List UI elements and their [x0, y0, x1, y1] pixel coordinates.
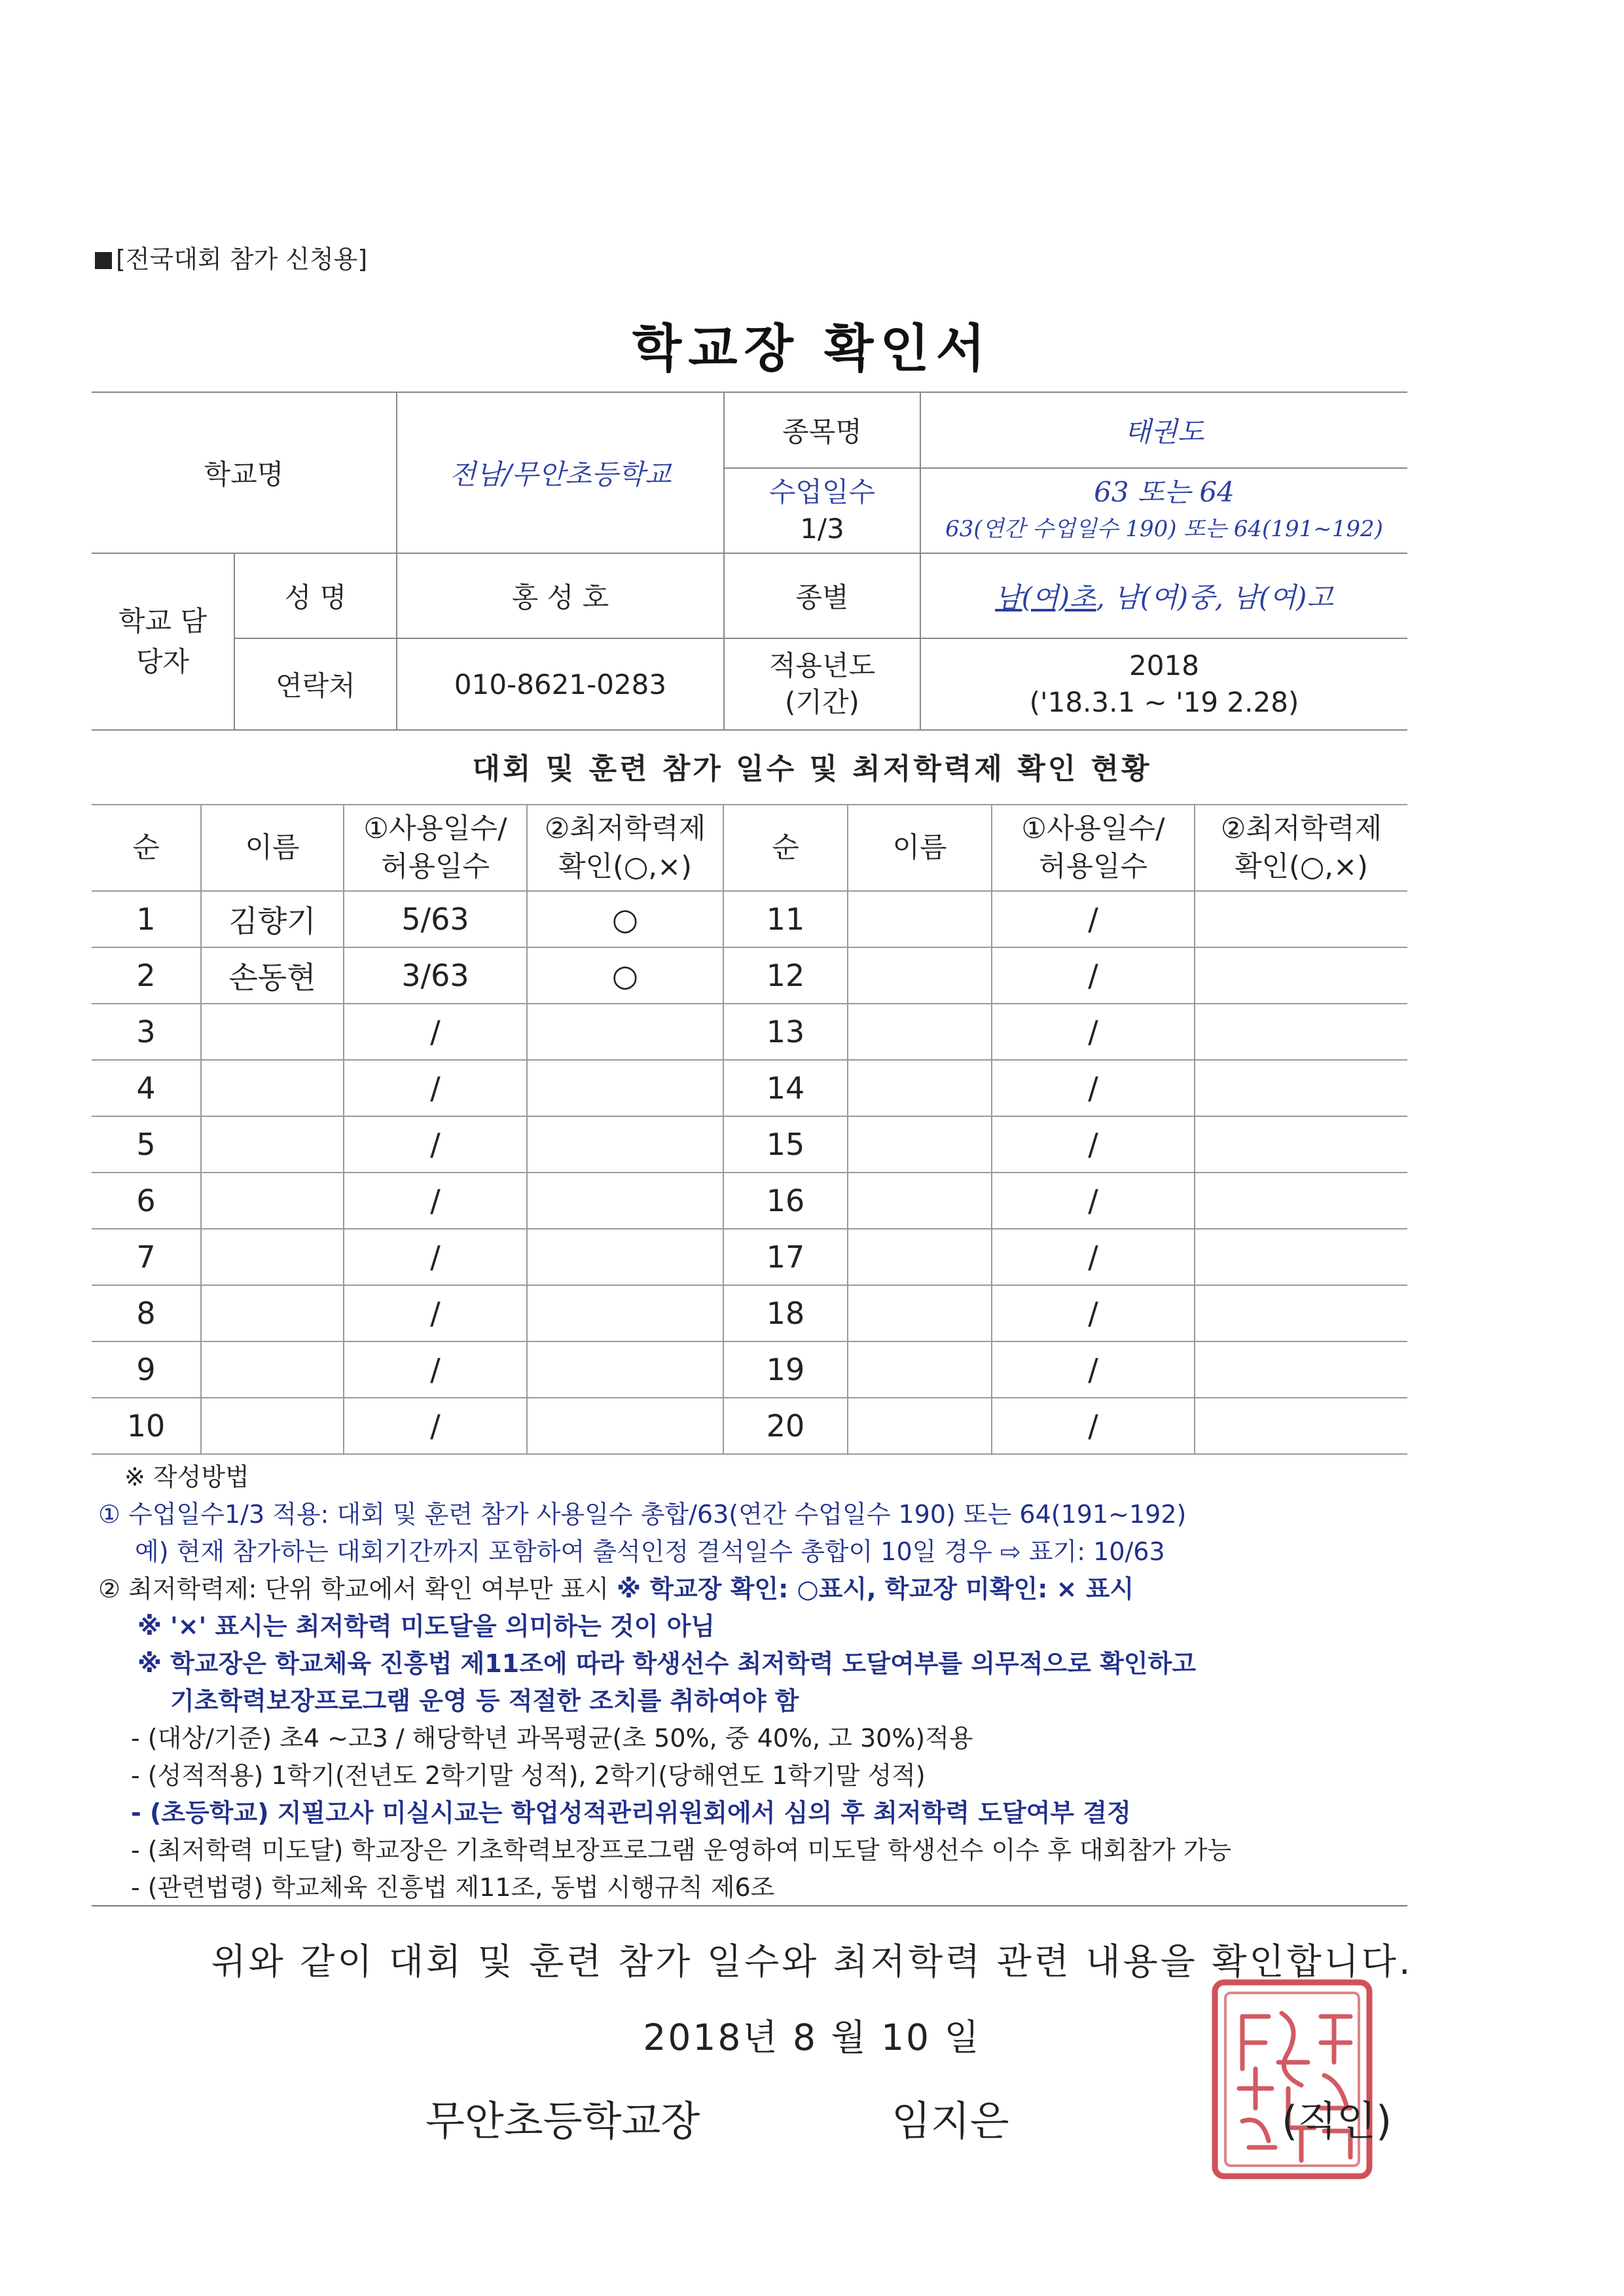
row-check [527, 1398, 723, 1454]
square-bullet-icon [95, 252, 112, 269]
confirmation-statement: 위와 같이 대회 및 훈련 참가 일수와 최저학력 관련 내용을 확인합니다. [211, 1941, 1413, 1982]
manager-label: 학교 담당자 [92, 553, 234, 730]
col-check-header-2 [1195, 805, 1407, 891]
row-name [201, 1229, 344, 1285]
row-name [201, 1173, 344, 1229]
class-days-value-line1: 63 또는 64 [1094, 476, 1235, 508]
table-row [92, 1004, 1407, 1060]
participation-status-title: 대회 및 훈련 참가 일수 및 최저학력제 확인 현황 [472, 752, 1152, 786]
table-header-row [92, 805, 1407, 891]
type-value-rest: , 남(여)중, 남(여)고 [1096, 581, 1333, 613]
document-title: 학교장 확인서 [632, 319, 992, 378]
instruction-line: - (대상/기준) 초4 ~고3 / 해당학년 과목평균(초 50%, 중 40%, 고 30%)적용 [131, 1724, 973, 1753]
row-days-2: / [992, 1229, 1195, 1285]
instruction-line: ※ 학교장은 학교체육 진흥법 제11조에 따라 학생선수 최저학력 도달여부를 의무적으로 확인하고 [137, 1649, 1197, 1678]
table-row [92, 891, 1407, 947]
seal-label: (직인) [1282, 2097, 1392, 2145]
row-name-2 [848, 891, 992, 947]
row-check [527, 1004, 723, 1060]
instruction-line: ① 수업일수1/3 적용: 대회 및 훈련 참가 사용일수 총합/63(연간 수업일수 190) 또는 64(191~192) [98, 1500, 1187, 1529]
row-name-2 [848, 1060, 992, 1116]
row-num-2: 11 [723, 891, 848, 947]
row-num: 2 [92, 947, 201, 1004]
col-num-header: 순 [92, 805, 201, 891]
row-days: / [344, 1285, 527, 1341]
row-num: 1 [92, 891, 201, 947]
row-num: 8 [92, 1285, 201, 1341]
row-days: 5/63 [344, 891, 527, 947]
year-label [724, 638, 920, 730]
row-days: / [344, 1116, 527, 1173]
school-name-value: 전남/무안초등학교 [397, 392, 724, 553]
table-row [92, 947, 1407, 1004]
row-name-2 [848, 1285, 992, 1341]
row-days-2: / [992, 947, 1195, 1004]
row-name [201, 1285, 344, 1341]
row-name [201, 1004, 344, 1060]
form-type-tag [95, 239, 367, 275]
contact-value: 010-8621-0283 [397, 638, 724, 730]
row-days-2: / [992, 891, 1195, 947]
col-check-header-line2: 확인(○,×) [558, 850, 692, 883]
row-check-2 [1195, 1341, 1407, 1398]
year-label-line1: 적용년도 [768, 649, 876, 682]
school-name-label: 학교명 [92, 392, 397, 553]
row-check-2 [1195, 891, 1407, 947]
official-seal-stamp [1210, 1977, 1375, 2181]
table-row [92, 1229, 1407, 1285]
row-check-2 [1195, 1398, 1407, 1454]
year-label-line2: (기간) [785, 686, 859, 718]
row-check [527, 1341, 723, 1398]
row-name-2 [848, 947, 992, 1004]
row-num-2: 16 [723, 1173, 848, 1229]
year-value-line2: ('18.3.1 ~ '19 2.28) [1029, 686, 1299, 718]
class-days-label-line1: 수업일수 [768, 476, 876, 508]
year-value-line1: 2018 [1129, 649, 1199, 682]
instruction-line: 예) 현재 참가하는 대회기간까지 포함하여 출석인정 결석일수 총합이 10일 경우 ⇨ 표기: 10/63 [135, 1537, 1165, 1566]
row-days: / [344, 1004, 527, 1060]
table-row [92, 1285, 1407, 1341]
row-num: 5 [92, 1116, 201, 1173]
col-days-header-line2: 허용일수 [380, 850, 490, 883]
row-num-2: 18 [723, 1285, 848, 1341]
row-days-2: / [992, 1116, 1195, 1173]
row-days-2: / [992, 1341, 1195, 1398]
instructions-heading: ※ 작성방법 [124, 1463, 249, 1491]
table-row [92, 1341, 1407, 1398]
row-check-2 [1195, 1229, 1407, 1285]
row-check-2 [1195, 1060, 1407, 1116]
row-check-2 [1195, 947, 1407, 1004]
instruction-line: - (최저학력 미도달) 학교장은 기초학력보장프로그램 운영하여 미도달 학생선수 이수 후 대회참가 가능 [131, 1836, 1232, 1865]
row-check: ○ [527, 891, 723, 947]
col-days-header-line1: ①사용일수/ [363, 812, 507, 845]
row-name-2 [848, 1004, 992, 1060]
row-name-2 [848, 1116, 992, 1173]
col-check-header-line1: ②최저학력제 [544, 812, 706, 845]
row-check [527, 1060, 723, 1116]
row-name-2 [848, 1173, 992, 1229]
row-days: 3/63 [344, 947, 527, 1004]
row-name [201, 1060, 344, 1116]
col-name-header: 이름 [201, 805, 344, 891]
row-days: / [344, 1173, 527, 1229]
row-days-2: / [992, 1398, 1195, 1454]
col-num-header-2: 순 [723, 805, 848, 891]
row-num: 4 [92, 1060, 201, 1116]
row-days-2: / [992, 1060, 1195, 1116]
col-days-header-2-line1: ①사용일수/ [1021, 812, 1165, 845]
row-num: 6 [92, 1173, 201, 1229]
row-check [527, 1173, 723, 1229]
col-days-header [344, 805, 527, 891]
instruction-line: 기초학력보장프로그램 운영 등 적절한 조치를 취하여야 함 [170, 1686, 799, 1715]
instructions-section [98, 1459, 1414, 1906]
row-check [527, 1116, 723, 1173]
row-check-2 [1195, 1285, 1407, 1341]
row-num: 9 [92, 1341, 201, 1398]
class-days-label [724, 468, 920, 553]
row-days-2: / [992, 1004, 1195, 1060]
name-value: 홍 성 호 [397, 553, 724, 638]
row-days: / [344, 1398, 527, 1454]
principal-name: 임지은 [892, 2097, 1009, 2145]
type-value-selected: 남(여)초 [995, 581, 1096, 613]
row-check [527, 1229, 723, 1285]
row-check-2 [1195, 1173, 1407, 1229]
row-num: 10 [92, 1398, 201, 1454]
row-name [201, 1116, 344, 1173]
table-row [92, 1173, 1407, 1229]
form-type-text: [전국대회 참가 신청용] [116, 245, 368, 274]
section-divider [92, 1905, 1407, 1906]
type-value [920, 553, 1407, 638]
contact-label: 연락처 [234, 638, 397, 730]
col-check-header-2-line2: 확인(○,×) [1235, 850, 1368, 883]
school-info-table [92, 392, 1407, 731]
instruction-line [98, 1571, 1414, 1608]
row-check-2 [1195, 1004, 1407, 1060]
col-check-header-2-line1: ②최저학력제 [1220, 812, 1382, 845]
participation-table [92, 804, 1407, 1455]
row-name [201, 1398, 344, 1454]
event-value: 태권도 [920, 392, 1407, 468]
row-num-2: 13 [723, 1004, 848, 1060]
row-num-2: 19 [723, 1341, 848, 1398]
row-days: / [344, 1229, 527, 1285]
instruction-line-part: ※ 학교장 확인: ○표시, 학교장 미확인: × 표시 [617, 1575, 1134, 1603]
row-days: / [344, 1060, 527, 1116]
row-num-2: 12 [723, 947, 848, 1004]
instruction-line-part: ② 최저학력제: 단위 학교에서 확인 여부만 표시 [98, 1575, 617, 1603]
row-check-2 [1195, 1116, 1407, 1173]
event-label: 종목명 [724, 392, 920, 468]
instruction-line: ※ '×' 표시는 최저학력 미도달을 의미하는 것이 아님 [137, 1612, 715, 1641]
row-num-2: 15 [723, 1116, 848, 1173]
class-days-label-line2: 1/3 [800, 513, 844, 545]
class-days-value [920, 468, 1407, 553]
row-name-2 [848, 1398, 992, 1454]
instruction-line: - (초등학교) 지필고사 미실시교는 학업성적관리위원회에서 심의 후 최저학력 도달여부 결정 [131, 1798, 1131, 1827]
class-days-value-line2: 63(연간 수업일수 190) 또는 64(191~192) [945, 516, 1383, 542]
instruction-line: - (관련법령) 학교체육 진흥법 제11조, 동법 시행규칙 제6조 [131, 1873, 775, 1902]
instruction-line: - (성적적용) 1학기(전년도 2학기말 성적), 2학기(당해연도 1학기말 성적) [131, 1761, 926, 1790]
row-num: 7 [92, 1229, 201, 1285]
row-name-2 [848, 1229, 992, 1285]
row-days: / [344, 1341, 527, 1398]
row-name [201, 1341, 344, 1398]
row-num-2: 20 [723, 1398, 848, 1454]
table-row [92, 1060, 1407, 1116]
row-days-2: / [992, 1173, 1195, 1229]
col-check-header [527, 805, 723, 891]
row-check [527, 1285, 723, 1341]
col-name-header-2: 이름 [848, 805, 992, 891]
table-row [92, 1398, 1407, 1454]
principal-title: 무안초등학교장 [425, 2097, 700, 2145]
row-num: 3 [92, 1004, 201, 1060]
col-days-header-2 [992, 805, 1195, 891]
row-check: ○ [527, 947, 723, 1004]
row-name: 손동현 [201, 947, 344, 1004]
col-days-header-2-line2: 허용일수 [1038, 850, 1148, 883]
table-row [92, 1116, 1407, 1173]
type-label: 종별 [724, 553, 920, 638]
row-num-2: 17 [723, 1229, 848, 1285]
row-days-2: / [992, 1285, 1195, 1341]
row-name: 김향기 [201, 891, 344, 947]
issue-date: 2018년 8 월 10 일 [643, 2016, 981, 2058]
name-label: 성 명 [234, 553, 397, 638]
year-value [920, 638, 1407, 730]
row-name-2 [848, 1341, 992, 1398]
row-num-2: 14 [723, 1060, 848, 1116]
